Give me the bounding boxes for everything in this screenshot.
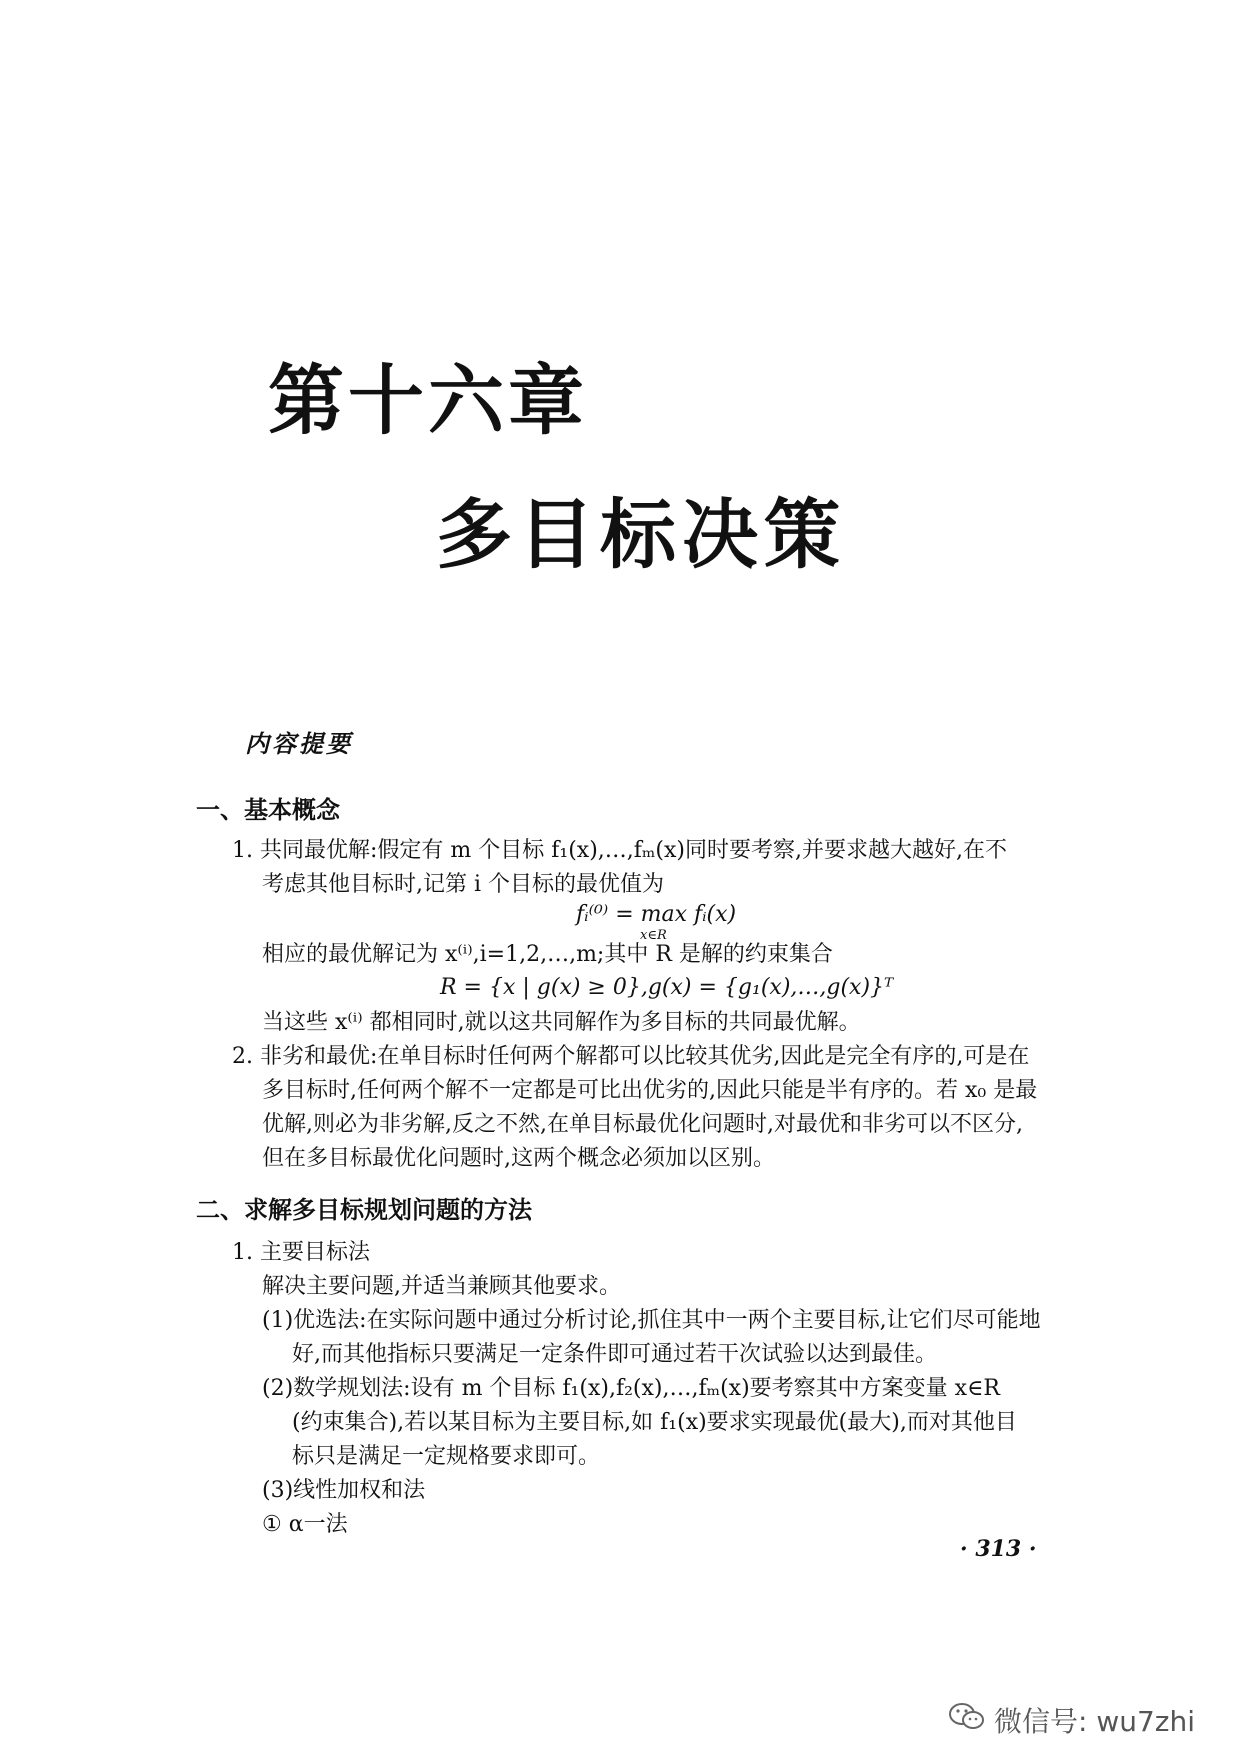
s1-item1-line1: 1. 共同最优解:假定有 m 个目标 f₁(x),…,fₘ(x)同时要考察,并要求越大越好,在不 xyxy=(232,838,1007,863)
s1-item2-line4: 但在多目标最优化问题时,这两个概念必须加以区别。 xyxy=(262,1146,775,1171)
s1-item1-line2: 考虑其他目标时,记第 i 个目标的最优值为 xyxy=(262,872,665,897)
s1-item2-line3: 优解,则必为非劣解,反之不然,在单目标最优化问题时,对最优和非劣可以不区分, xyxy=(262,1112,1023,1137)
s2-sub3: (3)线性加权和法 xyxy=(262,1478,426,1503)
s2-sub2-line3: 标只是满足一定规格要求即可。 xyxy=(292,1444,601,1469)
s2-method1-title: 1. 主要目标法 xyxy=(232,1240,370,1265)
s2-sub3-alpha: ① α一法 xyxy=(262,1512,348,1537)
s1-item2-line2: 多目标时,任何两个解不一定都是可比出优劣的,因此只能是半有序的。若 x₀ 是最 xyxy=(262,1078,1038,1103)
s1-item1-line3: 相应的最优解记为 x⁽ⁱ⁾,i=1,2,…,m;其中 R 是解的约束集合 xyxy=(262,942,833,967)
wechat-icon xyxy=(948,1701,986,1740)
summary-heading: 内容提要 xyxy=(245,729,353,758)
s2-sub2-line2: (约束集合),若以某目标为主要目标,如 f₁(x)要求实现最优(最大),而对其他目 xyxy=(292,1410,1017,1435)
formula-max-subscript: x∈R xyxy=(640,928,667,943)
s1-item2-line1: 2. 非劣和最优:在单目标时任何两个解都可以比较其优劣,因此是完全有序的,可是在 xyxy=(232,1044,1030,1069)
chapter-title: 多目标决策 xyxy=(436,490,846,579)
watermark xyxy=(948,1700,1195,1740)
watermark-text: 微信号: wu7zhi xyxy=(994,1705,1196,1738)
section1-heading: 一、基本概念 xyxy=(196,796,340,824)
s1-item1-line4: 当这些 x⁽ⁱ⁾ 都相同时,就以这共同解作为多目标的共同最优解。 xyxy=(262,1010,861,1035)
formula-optimal-value xyxy=(576,902,736,927)
formula-constraint-set: R = {x | g(x) ≥ 0},g(x) = {g₁(x),…,g(x)}ᵀ xyxy=(440,975,894,1000)
s2-method1-desc: 解决主要问题,并适当兼顾其他要求。 xyxy=(262,1274,621,1299)
formula-optimal-value-main: fᵢ⁽⁰⁾ = max fᵢ(x) xyxy=(576,902,737,927)
page-number: · 313 · xyxy=(960,1536,1037,1562)
section2-heading: 二、求解多目标规划问题的方法 xyxy=(196,1196,532,1224)
s2-sub1-line1: (1)优选法:在实际问题中通过分析讨论,抓住其中一两个主要目标,让它们尽可能地 xyxy=(262,1308,1041,1333)
s2-sub1-line2: 好,而其他指标只要满足一定条件即可通过若干次试验以达到最佳。 xyxy=(292,1342,937,1367)
chapter-number: 第十六章 xyxy=(268,356,588,445)
s2-sub2-line1: (2)数学规划法:设有 m 个目标 f₁(x),f₂(x),…,fₘ(x)要考察其中方案变量 x∈R xyxy=(262,1376,1000,1401)
